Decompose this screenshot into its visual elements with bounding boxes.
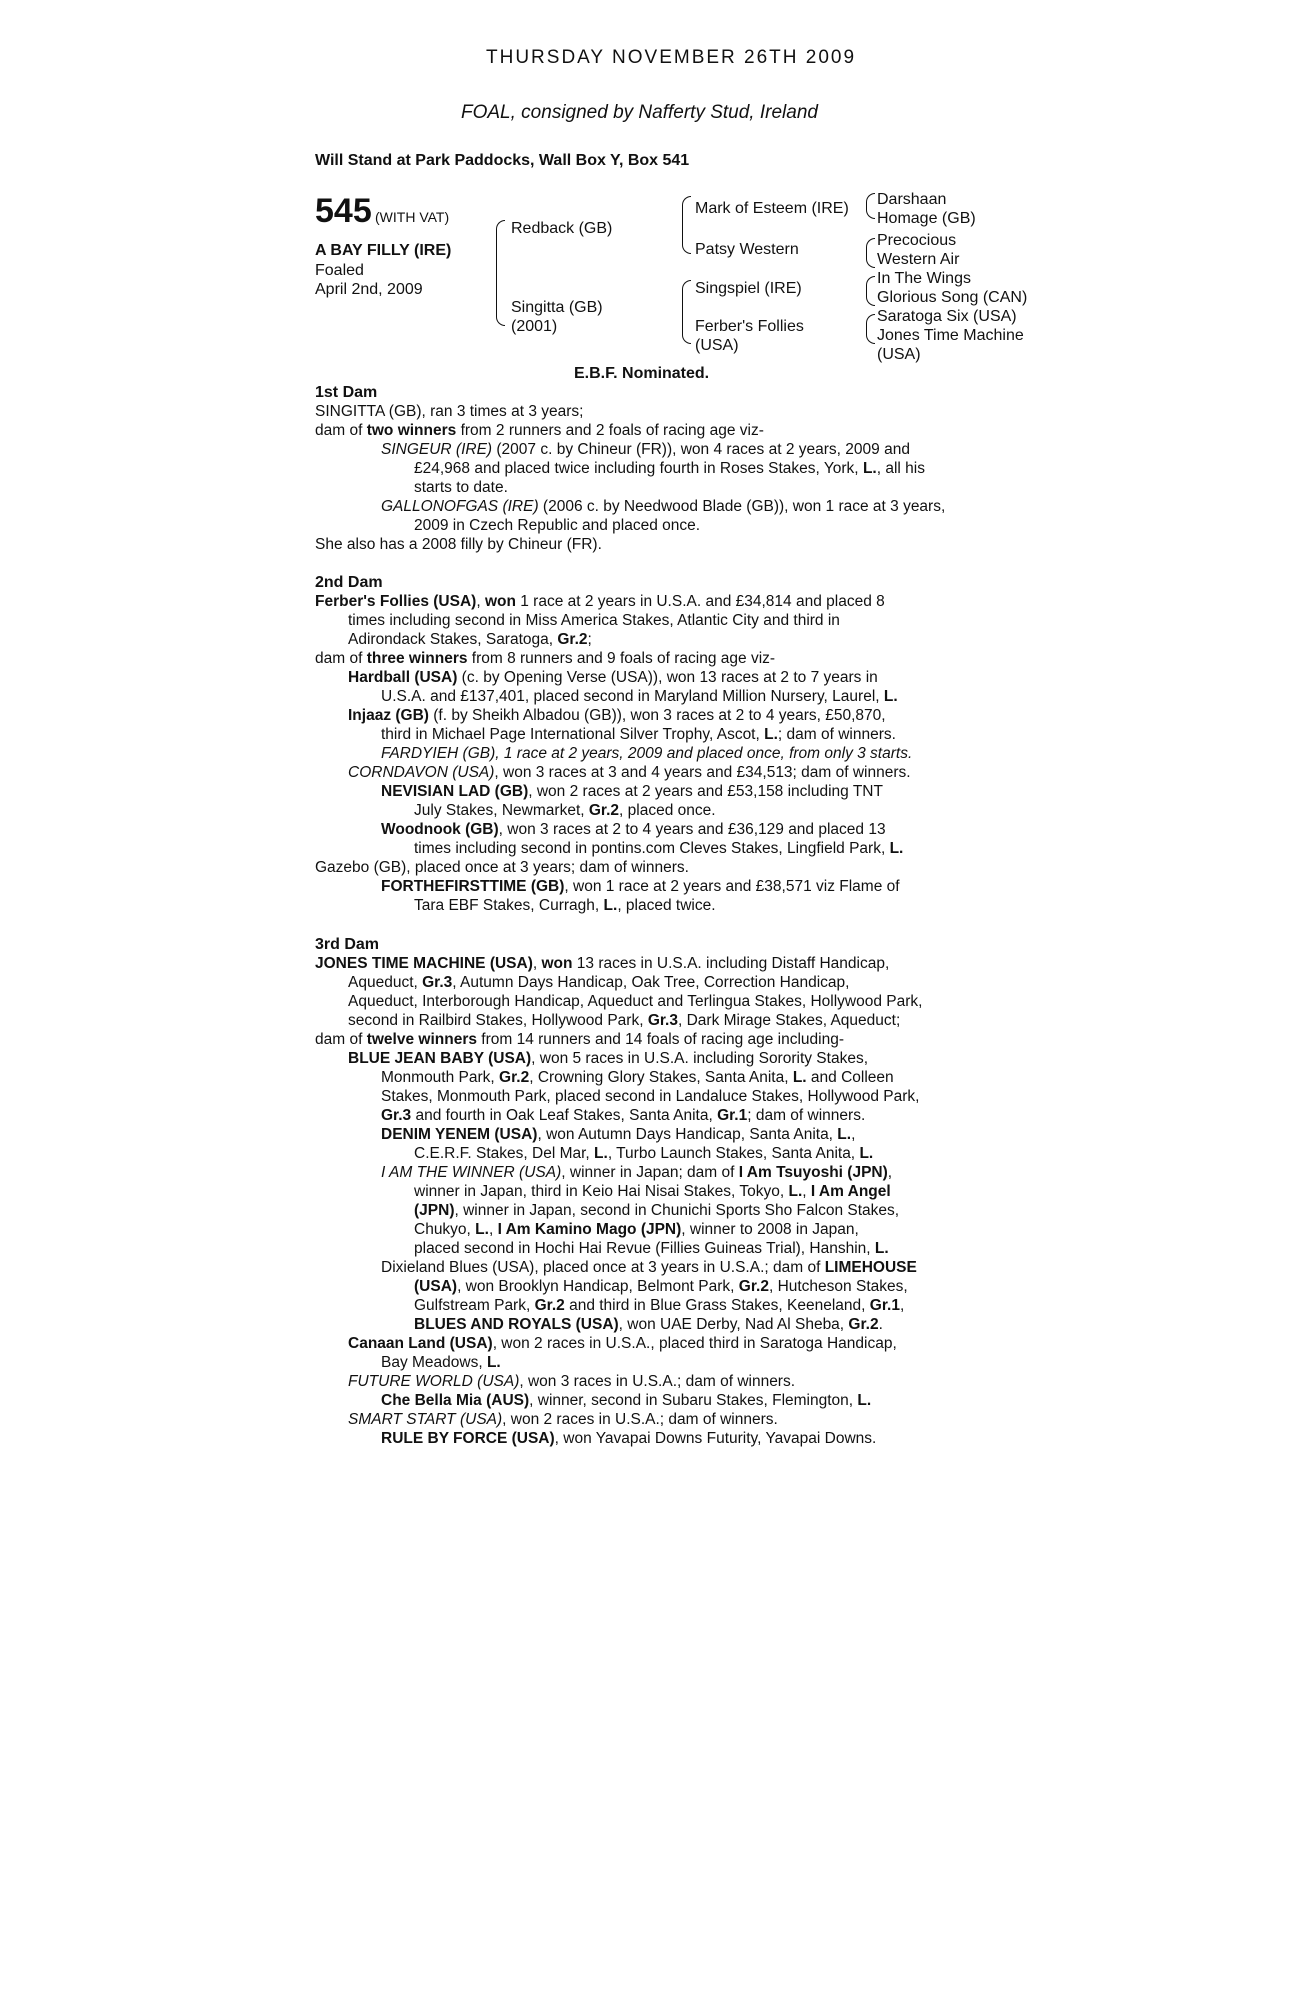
sale-date: THURSDAY NOVEMBER 26TH 2009 [486, 47, 857, 68]
text-line: starts to date. [414, 479, 508, 496]
text-line: placed second in Hochi Hai Revue (Fillies Guineas Trial), Hanshin, L. [414, 1240, 889, 1257]
vat-note: (WITH VAT) [375, 209, 450, 225]
text-line: CORNDAVON (USA), won 3 races at 3 and 4 years and £34,513; dam of winners. [348, 764, 911, 781]
ddd-country: (USA) [877, 346, 921, 363]
text-line: She also has a 2008 filly by Chineur (FR). [315, 536, 602, 553]
ssd: Homage (GB) [877, 210, 976, 227]
ds-brace [866, 276, 875, 306]
text-line: Dixieland Blues (USA), placed once at 3 years in U.S.A.; dam of LIMEHOUSE [381, 1259, 917, 1276]
text-line: Gr.3 and fourth in Oak Leaf Stakes, Santa Anita, Gr.1; dam of winners. [381, 1107, 866, 1124]
dam-dam: Ferber's Follies [695, 318, 804, 335]
sdd: Western Air [877, 251, 960, 268]
text-line: Monmouth Park, Gr.2, Crowning Glory Stakes, Santa Anita, L. and Colleen [381, 1069, 894, 1086]
text-line: SMART START (USA), won 2 races in U.S.A.; dam of winners. [348, 1411, 778, 1428]
sire-sire: Mark of Esteem (IRE) [695, 200, 849, 217]
text-line: 2009 in Czech Republic and placed once. [414, 517, 701, 534]
sire-brace [682, 196, 691, 254]
text-line: FUTURE WORLD (USA), won 3 races in U.S.A.; dam of winners. [348, 1373, 796, 1390]
text-line: Woodnook (GB), won 3 races at 2 to 4 years and £36,129 and placed 13 [381, 821, 886, 838]
text-line: U.S.A. and £137,401, placed second in Maryland Million Nursery, Laurel, L. [381, 688, 898, 705]
dam: Singitta (GB) [511, 299, 603, 316]
sds: Precocious [877, 232, 957, 249]
text-line: Hardball (USA) (c. by Opening Verse (USA)), won 13 races at 2 to 7 years in [348, 669, 878, 686]
dam-brace [682, 280, 691, 344]
dam-year: (2001) [511, 318, 558, 335]
text-line: dam of three winners from 8 runners and 9 foals of racing age viz- [315, 650, 776, 667]
dd-brace [866, 314, 875, 344]
text-line: July Stakes, Newmarket, Gr.2, placed once. [414, 802, 716, 819]
second-dam-heading: 2nd Dam [315, 574, 383, 591]
text-line: times including second in Miss America Stakes, Atlantic City and third in [348, 612, 840, 629]
text-line: (USA), won Brooklyn Handicap, Belmont Park, Gr.2, Hutcheson Stakes, [414, 1278, 908, 1295]
foaled-label: Foaled [315, 262, 364, 279]
text-line: Injaaz (GB) (f. by Sheikh Albadou (GB)), won 3 races at 2 to 4 years, £50,870, [348, 707, 886, 724]
text-line: Che Bella Mia (AUS), winner, second in Subaru Stakes, Flemington, L. [381, 1392, 872, 1409]
text-line: Gazebo (GB), placed once at 3 years; dam of winners. [315, 859, 689, 876]
foaled-date: April 2nd, 2009 [315, 281, 423, 298]
text-line: times including second in pontins.com Cleves Stakes, Lingfield Park, L. [414, 840, 904, 857]
text-line: I AM THE WINNER (USA), winner in Japan; dam of I Am Tsuyoshi (JPN), [381, 1164, 893, 1181]
text-line: (JPN), winner in Japan, second in Chunichi Sports Sho Falcon Stakes, [414, 1202, 900, 1219]
lot-description: A BAY FILLY (IRE) [315, 242, 452, 259]
text-line: NEVISIAN LAD (GB), won 2 races at 2 years and £53,158 including TNT [381, 783, 883, 800]
text-line: second in Railbird Stakes, Hollywood Park, Gr.3, Dark Mirage Stakes, Aqueduct; [348, 1012, 901, 1029]
third-dam-section [315, 935, 995, 1448]
text-line: Gulfstream Park, Gr.2 and third in Blue Grass Stakes, Keeneland, Gr.1, [414, 1297, 905, 1314]
text-line: C.E.R.F. Stakes, Del Mar, L., Turbo Launch Stakes, Santa Anita, L. [414, 1145, 874, 1162]
sss: Darshaan [877, 191, 947, 208]
consignor-line: FOAL, consigned by Nafferty Stud, Ireland [461, 102, 818, 123]
ebf-nominated: E.B.F. Nominated. [574, 365, 710, 382]
text-line: GALLONOFGAS (IRE) (2006 c. by Needwood Blade (GB)), won 1 race at 3 years, [381, 498, 946, 515]
dss: In The Wings [877, 270, 971, 287]
ddd: Jones Time Machine [877, 327, 1024, 344]
first-dam-heading: 1st Dam [315, 384, 378, 401]
text-line: dam of twelve winners from 14 runners and 14 foals of racing age including- [315, 1031, 845, 1048]
ss-brace [866, 193, 875, 219]
dam-dam-country: (USA) [695, 337, 739, 354]
text-line: RULE BY FORCE (USA), won Yavapai Downs Futurity, Yavapai Downs. [381, 1430, 877, 1447]
sire-dam: Patsy Western [695, 241, 799, 258]
text-line: SINGEUR (IRE) (2007 c. by Chineur (FR)), won 4 races at 2 years, 2009 and [381, 441, 910, 458]
text-line: BLUE JEAN BABY (USA), won 5 races in U.S.A. including Sorority Stakes, [348, 1050, 869, 1067]
lot-number: 545 [315, 192, 372, 230]
text-line: Stakes, Monmouth Park, placed second in Landaluce Stakes, Hollywood Park, [381, 1088, 920, 1105]
dam-sire: Singspiel (IRE) [695, 280, 802, 297]
text-line: Chukyo, L., I Am Kamino Mago (JPN), winner to 2008 in Japan, [414, 1221, 859, 1238]
text-line: SINGITTA (GB), ran 3 times at 3 years; [315, 403, 584, 420]
sd-brace [866, 238, 875, 268]
text-line: Aqueduct, Interborough Handicap, Aqueduct and Terlingua Stakes, Hollywood Park, [348, 993, 923, 1010]
text-line: Bay Meadows, L. [381, 1354, 501, 1371]
text-line: winner in Japan, third in Keio Hai Nisai Stakes, Tokyo, L., I Am Angel [414, 1183, 891, 1200]
text-line: FARDYIEH (GB), 1 race at 2 years, 2009 and placed once, from only 3 starts. [381, 745, 913, 762]
text-line: Aqueduct, Gr.3, Autumn Days Handicap, Oak Tree, Correction Handicap, [348, 974, 850, 991]
text-line: Tara EBF Stakes, Curragh, L., placed twice. [414, 897, 716, 914]
text-line: Canaan Land (USA), won 2 races in U.S.A., placed third in Saratoga Handicap, [348, 1335, 897, 1352]
sire-dam-brace [496, 220, 505, 326]
text-line: Adirondack Stakes, Saratoga, Gr.2; [348, 631, 592, 648]
sire: Redback (GB) [511, 220, 613, 237]
dds: Saratoga Six (USA) [877, 308, 1017, 325]
third-dam-heading: 3rd Dam [315, 936, 380, 953]
text-line: FORTHEFIRSTTIME (GB), won 1 race at 2 years and £38,571 viz Flame of [381, 878, 900, 895]
text-line: DENIM YENEM (USA), won Autumn Days Handicap, Santa Anita, L., [381, 1126, 856, 1143]
text-line: JONES TIME MACHINE (USA), won 13 races in U.S.A. including Distaff Handicap, [315, 955, 890, 972]
text-line: Ferber's Follies (USA), won 1 race at 2 years in U.S.A. and £34,814 and placed 8 [315, 593, 885, 610]
second-dam-section [315, 573, 995, 915]
text-line: third in Michael Page International Silver Trophy, Ascot, L.; dam of winners. [381, 726, 896, 743]
text-line: BLUES AND ROYALS (USA), won UAE Derby, Nad Al Sheba, Gr.2. [414, 1316, 883, 1333]
stand-location: Will Stand at Park Paddocks, Wall Box Y, Box 541 [315, 152, 690, 169]
text-line: £24,968 and placed twice including fourth in Roses Stakes, York, L., all his [414, 460, 925, 477]
text-line: dam of two winners from 2 runners and 2 foals of racing age viz- [315, 422, 764, 439]
first-dam-section [315, 383, 995, 554]
dsd: Glorious Song (CAN) [877, 289, 1028, 306]
